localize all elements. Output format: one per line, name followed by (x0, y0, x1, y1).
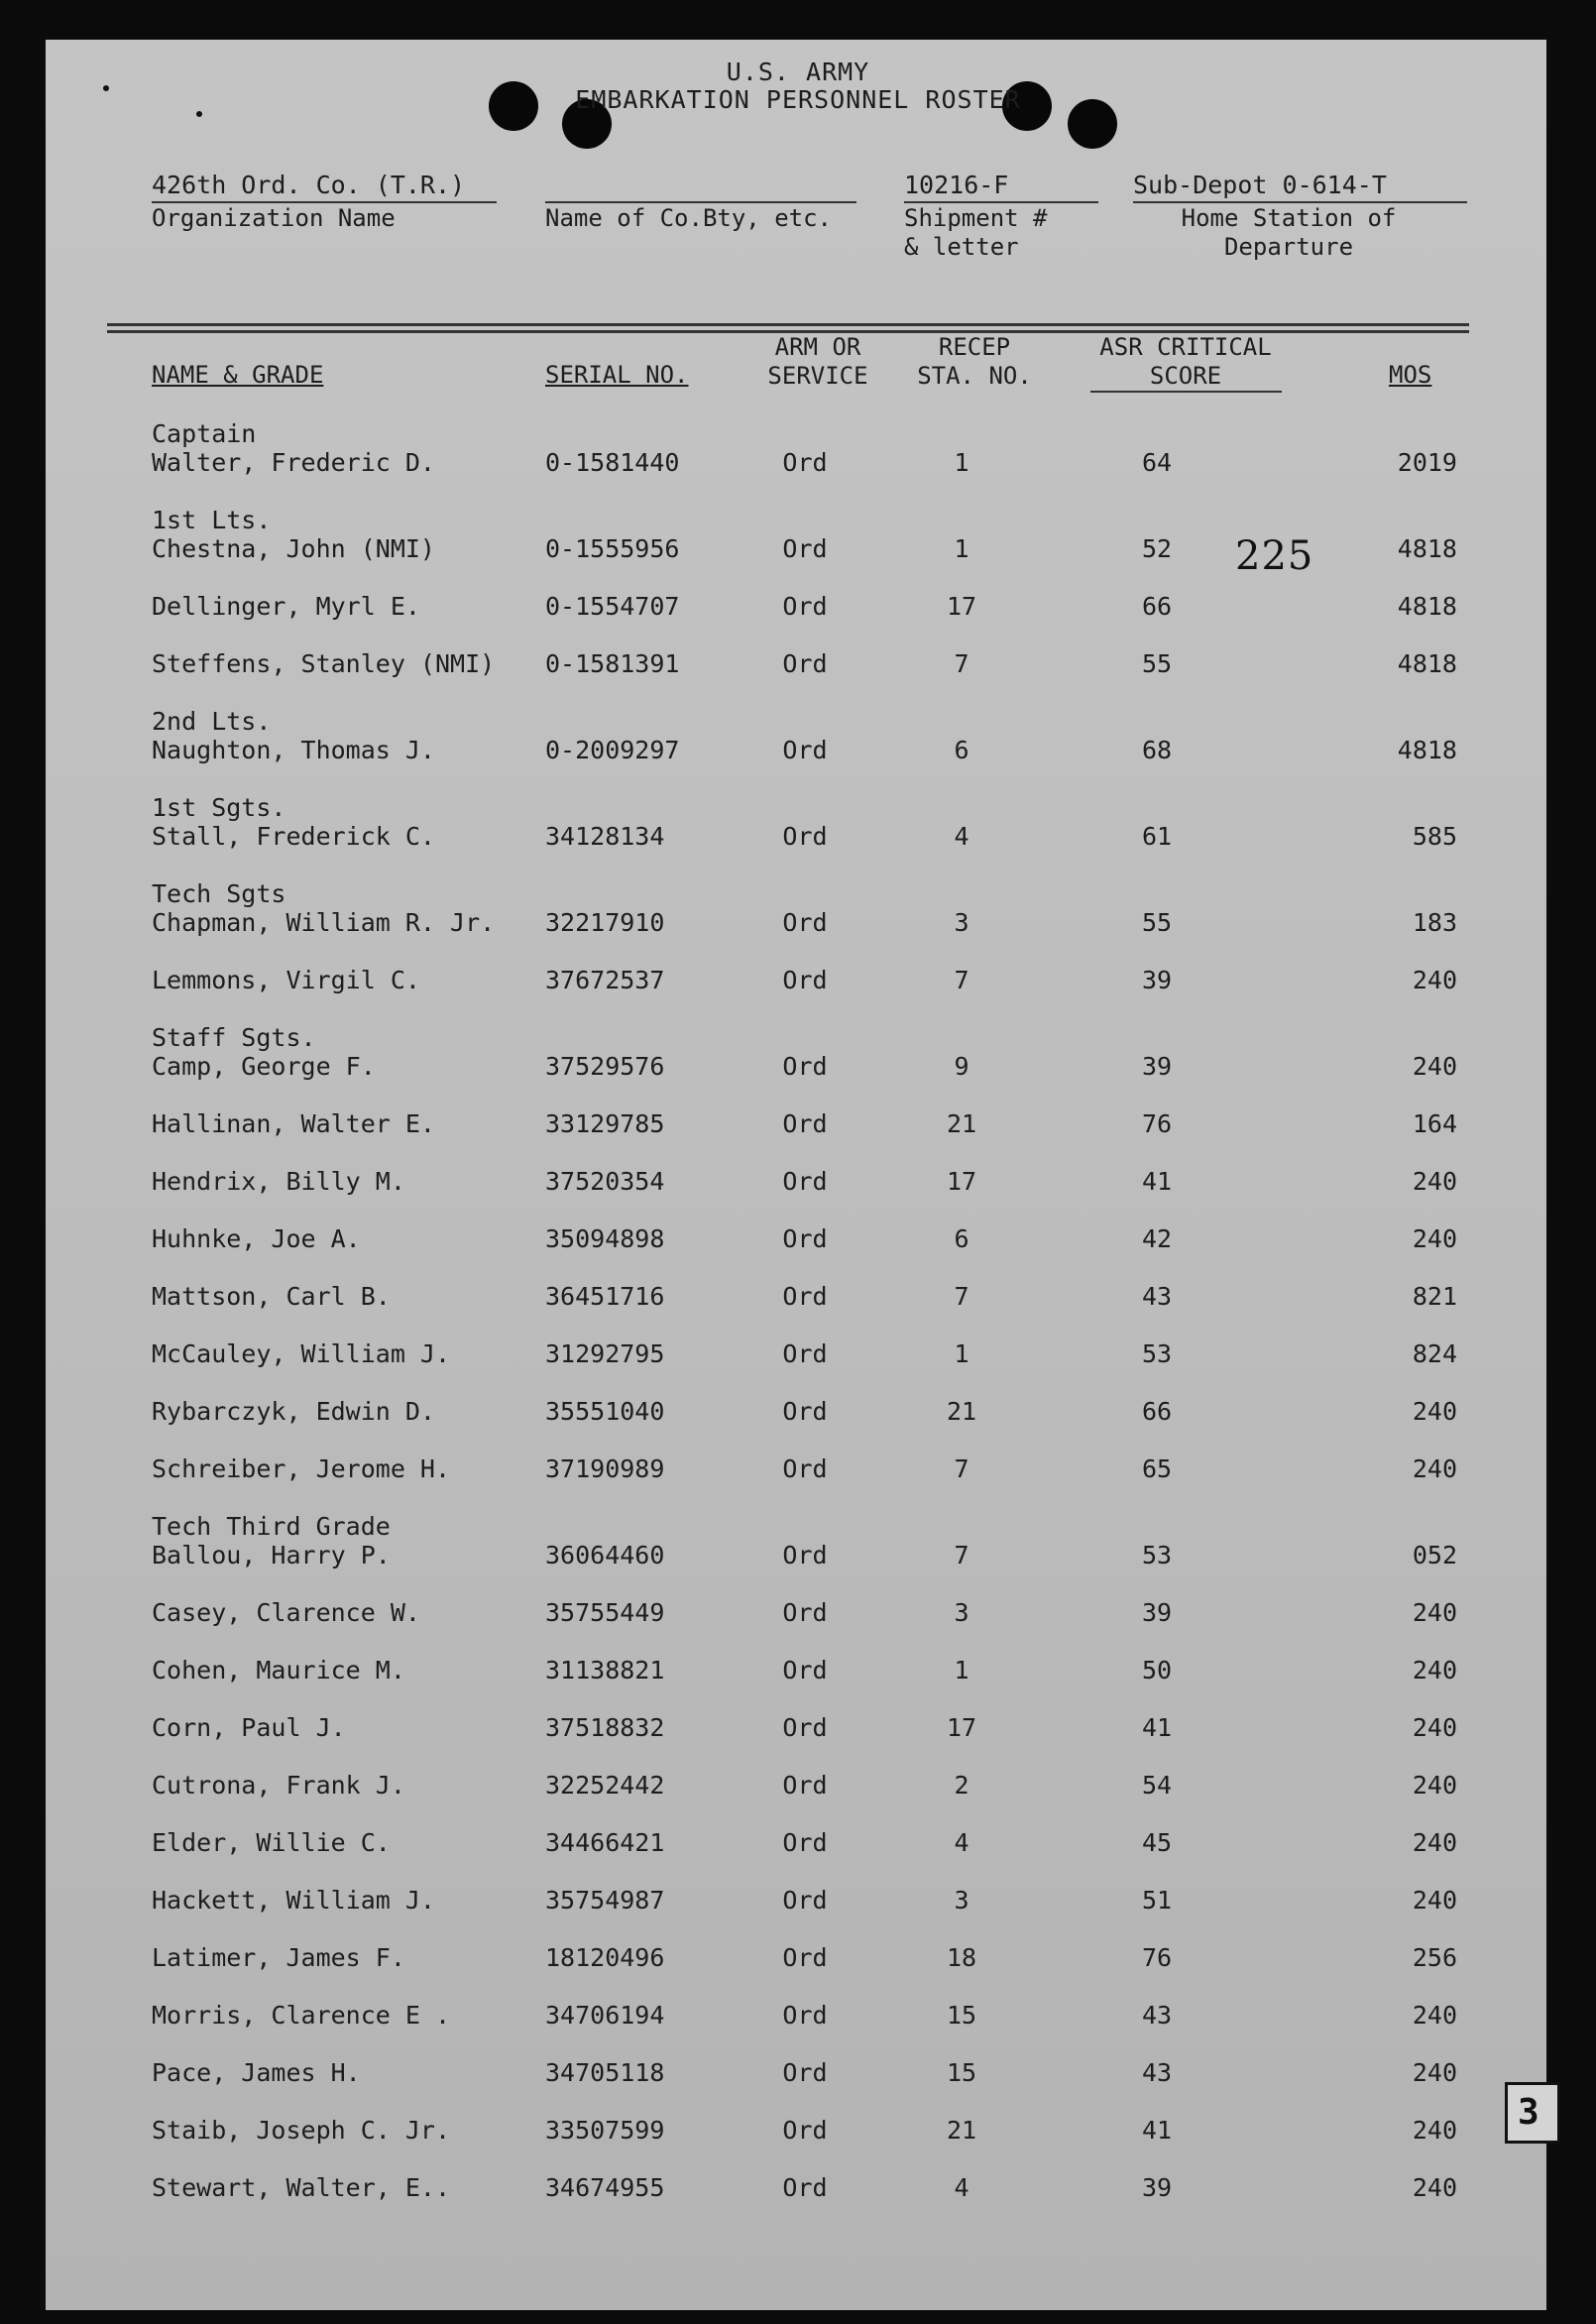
row-name: Hackett, William J. (152, 1886, 435, 1915)
row-name: Dellinger, Myrl E. (152, 592, 420, 621)
row-arm-service: Ord (782, 1109, 828, 1138)
row-recep-station: 7 (954, 1454, 969, 1483)
row-arm-service: Ord (782, 448, 828, 477)
row-name: Stall, Frederick C. (152, 822, 435, 851)
row-serial: 37520354 (545, 1167, 665, 1196)
row-mos: 240 (1412, 2173, 1457, 2202)
row-critical-score: 43 (1141, 2058, 1173, 2087)
organization-name-line (152, 201, 497, 203)
row-critical-score: 39 (1141, 2173, 1173, 2202)
row-name: Schreiber, Jerome H. (152, 1454, 451, 1483)
row-recep-station: 21 (946, 1397, 977, 1426)
row-mos: 240 (1412, 1167, 1457, 1196)
grade-label: Captain (152, 419, 257, 448)
row-recep-station: 17 (946, 1713, 977, 1742)
shipment-line (904, 201, 1098, 203)
col-header-arm: ARM OR SERVICE (767, 333, 868, 390)
row-arm-service: Ord (782, 1397, 828, 1426)
row-mos: 240 (1412, 1656, 1457, 1685)
row-recep-station: 21 (946, 2116, 977, 2145)
row-recep-station: 3 (954, 1886, 969, 1915)
row-critical-score: 41 (1141, 2116, 1173, 2145)
row-recep-station: 6 (954, 736, 969, 764)
row-mos: 4818 (1397, 649, 1457, 678)
row-critical-score: 43 (1141, 2001, 1173, 2030)
row-mos: 240 (1412, 1828, 1457, 1857)
grade-label: 1st Sgts. (152, 793, 286, 822)
row-name: Cutrona, Frank J. (152, 1771, 405, 1800)
row-recep-station: 4 (954, 2173, 969, 2202)
row-arm-service: Ord (782, 2001, 828, 2030)
col-header-serial: SERIAL NO. (545, 361, 689, 389)
row-critical-score: 55 (1141, 908, 1173, 937)
row-serial: 34128134 (545, 822, 665, 851)
row-arm-service: Ord (782, 966, 828, 994)
row-serial: 0-1555956 (545, 534, 680, 563)
row-name: Walter, Frederic D. (152, 448, 435, 477)
row-mos: 240 (1412, 966, 1457, 994)
row-arm-service: Ord (782, 1339, 828, 1368)
row-mos: 240 (1412, 2116, 1457, 2145)
row-recep-station: 9 (954, 1052, 969, 1081)
row-serial: 32252442 (545, 1771, 665, 1800)
shipment-value: 10216-F (904, 171, 1009, 199)
score-header-line (1090, 391, 1282, 393)
row-critical-score: 53 (1141, 1339, 1173, 1368)
row-name: Cohen, Maurice M. (152, 1656, 405, 1685)
row-mos: 4818 (1397, 534, 1457, 563)
row-critical-score: 39 (1141, 1052, 1173, 1081)
row-arm-service: Ord (782, 1052, 828, 1081)
row-recep-station: 15 (946, 2001, 977, 2030)
row-arm-service: Ord (782, 649, 828, 678)
row-recep-station: 2 (954, 1771, 969, 1800)
row-mos: 240 (1412, 2001, 1457, 2030)
row-recep-station: 1 (954, 1656, 969, 1685)
page-number-tab: 3 (1505, 2082, 1560, 2144)
row-arm-service: Ord (782, 822, 828, 851)
row-serial: 34674955 (545, 2173, 665, 2202)
row-name: Huhnke, Joe A. (152, 1224, 361, 1253)
row-serial: 31292795 (545, 1339, 665, 1368)
grade-label: 2nd Lts. (152, 707, 272, 736)
row-recep-station: 3 (954, 908, 969, 937)
row-mos: 240 (1412, 1771, 1457, 1800)
row-name: Corn, Paul J. (152, 1713, 346, 1742)
row-serial: 31138821 (545, 1656, 665, 1685)
row-mos: 052 (1412, 1541, 1457, 1569)
row-arm-service: Ord (782, 534, 828, 563)
grade-label: 1st Lts. (152, 506, 272, 534)
row-name: Chapman, William R. Jr. (152, 908, 496, 937)
row-recep-station: 1 (954, 448, 969, 477)
col-header-score: ASR CRITICAL SCORE (1099, 333, 1272, 390)
home-station-label: Home Station of Departure (1181, 204, 1397, 261)
row-name: Hallinan, Walter E. (152, 1109, 435, 1138)
row-recep-station: 4 (954, 822, 969, 851)
row-serial: 18120496 (545, 1943, 665, 1972)
row-recep-station: 3 (954, 1598, 969, 1627)
row-mos: 824 (1412, 1339, 1457, 1368)
row-mos: 164 (1412, 1109, 1457, 1138)
row-critical-score: 68 (1141, 736, 1173, 764)
row-mos: 240 (1412, 2058, 1457, 2087)
row-mos: 240 (1412, 1454, 1457, 1483)
row-critical-score: 45 (1141, 1828, 1173, 1857)
doc-title-line1: U.S. ARMY (726, 58, 870, 86)
row-arm-service: Ord (782, 1282, 828, 1311)
row-arm-service: Ord (782, 2058, 828, 2087)
row-critical-score: 55 (1141, 649, 1173, 678)
row-name: Staib, Joseph C. Jr. (152, 2116, 451, 2145)
row-mos: 240 (1412, 1713, 1457, 1742)
row-mos: 240 (1412, 1598, 1457, 1627)
row-critical-score: 52 (1141, 534, 1173, 563)
col-header-recep: RECEP STA. NO. (917, 333, 1032, 390)
shipment-label: Shipment # & letter (904, 204, 1048, 261)
row-critical-score: 41 (1141, 1713, 1173, 1742)
row-recep-station: 1 (954, 1339, 969, 1368)
row-mos: 4818 (1397, 592, 1457, 621)
row-critical-score: 54 (1141, 1771, 1173, 1800)
row-mos: 821 (1412, 1282, 1457, 1311)
row-arm-service: Ord (782, 1598, 828, 1627)
row-name: Stewart, Walter, E.. (152, 2173, 451, 2202)
row-serial: 33129785 (545, 1109, 665, 1138)
row-critical-score: 76 (1141, 1943, 1173, 1972)
row-serial: 34466421 (545, 1828, 665, 1857)
row-name: Steffens, Stanley (NMI) (152, 649, 496, 678)
row-recep-station: 17 (946, 592, 977, 621)
row-name: Latimer, James F. (152, 1943, 405, 1972)
row-recep-station: 21 (946, 1109, 977, 1138)
grade-label: Tech Sgts (152, 879, 286, 908)
row-arm-service: Ord (782, 2116, 828, 2145)
row-recep-station: 7 (954, 1282, 969, 1311)
row-recep-station: 15 (946, 2058, 977, 2087)
row-arm-service: Ord (782, 908, 828, 937)
row-name: Ballou, Harry P. (152, 1541, 391, 1569)
row-serial: 34705118 (545, 2058, 665, 2087)
row-arm-service: Ord (782, 1541, 828, 1569)
row-serial: 36064460 (545, 1541, 665, 1569)
row-mos: 240 (1412, 1224, 1457, 1253)
row-recep-station: 4 (954, 1828, 969, 1857)
row-name: McCauley, William J. (152, 1339, 451, 1368)
row-arm-service: Ord (782, 592, 828, 621)
row-serial: 33507599 (545, 2116, 665, 2145)
row-arm-service: Ord (782, 2173, 828, 2202)
row-serial: 37672537 (545, 966, 665, 994)
row-recep-station: 6 (954, 1224, 969, 1253)
row-mos: 2019 (1397, 448, 1457, 477)
col-header-name: NAME & GRADE (152, 361, 324, 389)
row-recep-station: 17 (946, 1167, 977, 1196)
row-arm-service: Ord (782, 1828, 828, 1857)
row-mos: 4818 (1397, 736, 1457, 764)
doc-title-line2: EMBARKATION PERSONNEL ROSTER (575, 85, 1021, 114)
row-serial: 37529576 (545, 1052, 665, 1081)
row-recep-station: 1 (954, 534, 969, 563)
row-critical-score: 65 (1141, 1454, 1173, 1483)
row-recep-station: 7 (954, 649, 969, 678)
row-arm-service: Ord (782, 1167, 828, 1196)
row-serial: 0-1581440 (545, 448, 680, 477)
co-bty-line (545, 201, 856, 203)
row-mos: 256 (1412, 1943, 1457, 1972)
row-serial: 34706194 (545, 2001, 665, 2030)
organization-name-label: Organization Name (152, 204, 396, 232)
organization-name-value: 426th Ord. Co. (T.R.) (152, 171, 466, 199)
row-critical-score: 61 (1141, 822, 1173, 851)
row-name: Morris, Clarence E . (152, 2001, 451, 2030)
row-mos: 240 (1412, 1397, 1457, 1426)
row-critical-score: 41 (1141, 1167, 1173, 1196)
row-arm-service: Ord (782, 736, 828, 764)
row-serial: 35755449 (545, 1598, 665, 1627)
grade-label: Staff Sgts. (152, 1023, 316, 1052)
row-critical-score: 66 (1141, 1397, 1173, 1426)
row-arm-service: Ord (782, 1656, 828, 1685)
row-critical-score: 64 (1141, 448, 1173, 477)
row-name: Casey, Clarence W. (152, 1598, 420, 1627)
home-station-line (1133, 201, 1467, 203)
header-rule-top (107, 323, 1469, 326)
row-critical-score: 50 (1141, 1656, 1173, 1685)
annotation-number: 225 (1235, 533, 1314, 579)
row-serial: 35094898 (545, 1224, 665, 1253)
row-mos: 183 (1412, 908, 1457, 937)
row-mos: 585 (1412, 822, 1457, 851)
home-station-value: Sub-Depot 0-614-T (1133, 171, 1387, 199)
row-arm-service: Ord (782, 1943, 828, 1972)
row-name: Mattson, Carl B. (152, 1282, 391, 1311)
row-serial: 0-1581391 (545, 649, 680, 678)
row-recep-station: 7 (954, 1541, 969, 1569)
row-name: Lemmons, Virgil C. (152, 966, 420, 994)
row-serial: 35754987 (545, 1886, 665, 1915)
row-name: Camp, George F. (152, 1052, 376, 1081)
row-critical-score: 51 (1141, 1886, 1173, 1915)
row-serial: 32217910 (545, 908, 665, 937)
row-arm-service: Ord (782, 1886, 828, 1915)
row-arm-service: Ord (782, 1771, 828, 1800)
co-bty-label: Name of Co.Bty, etc. (545, 204, 832, 232)
row-arm-service: Ord (782, 1713, 828, 1742)
row-serial: 0-1554707 (545, 592, 680, 621)
row-critical-score: 76 (1141, 1109, 1173, 1138)
row-arm-service: Ord (782, 1224, 828, 1253)
row-critical-score: 39 (1141, 1598, 1173, 1627)
row-recep-station: 7 (954, 966, 969, 994)
row-critical-score: 39 (1141, 966, 1173, 994)
row-critical-score: 42 (1141, 1224, 1173, 1253)
row-name: Hendrix, Billy M. (152, 1167, 405, 1196)
col-header-mos: MOS (1389, 361, 1432, 389)
row-arm-service: Ord (782, 1454, 828, 1483)
row-serial: 37518832 (545, 1713, 665, 1742)
grade-label: Tech Third Grade (152, 1512, 391, 1541)
row-recep-station: 18 (946, 1943, 977, 1972)
row-mos: 240 (1412, 1886, 1457, 1915)
row-critical-score: 66 (1141, 592, 1173, 621)
row-critical-score: 53 (1141, 1541, 1173, 1569)
row-serial: 0-2009297 (545, 736, 680, 764)
row-name: Naughton, Thomas J. (152, 736, 435, 764)
row-name: Elder, Willie C. (152, 1828, 391, 1857)
row-name: Rybarczyk, Edwin D. (152, 1397, 435, 1426)
row-mos: 240 (1412, 1052, 1457, 1081)
row-serial: 36451716 (545, 1282, 665, 1311)
row-serial: 37190989 (545, 1454, 665, 1483)
row-name: Pace, James H. (152, 2058, 361, 2087)
row-name: Chestna, John (NMI) (152, 534, 435, 563)
row-critical-score: 43 (1141, 1282, 1173, 1311)
row-serial: 35551040 (545, 1397, 665, 1426)
